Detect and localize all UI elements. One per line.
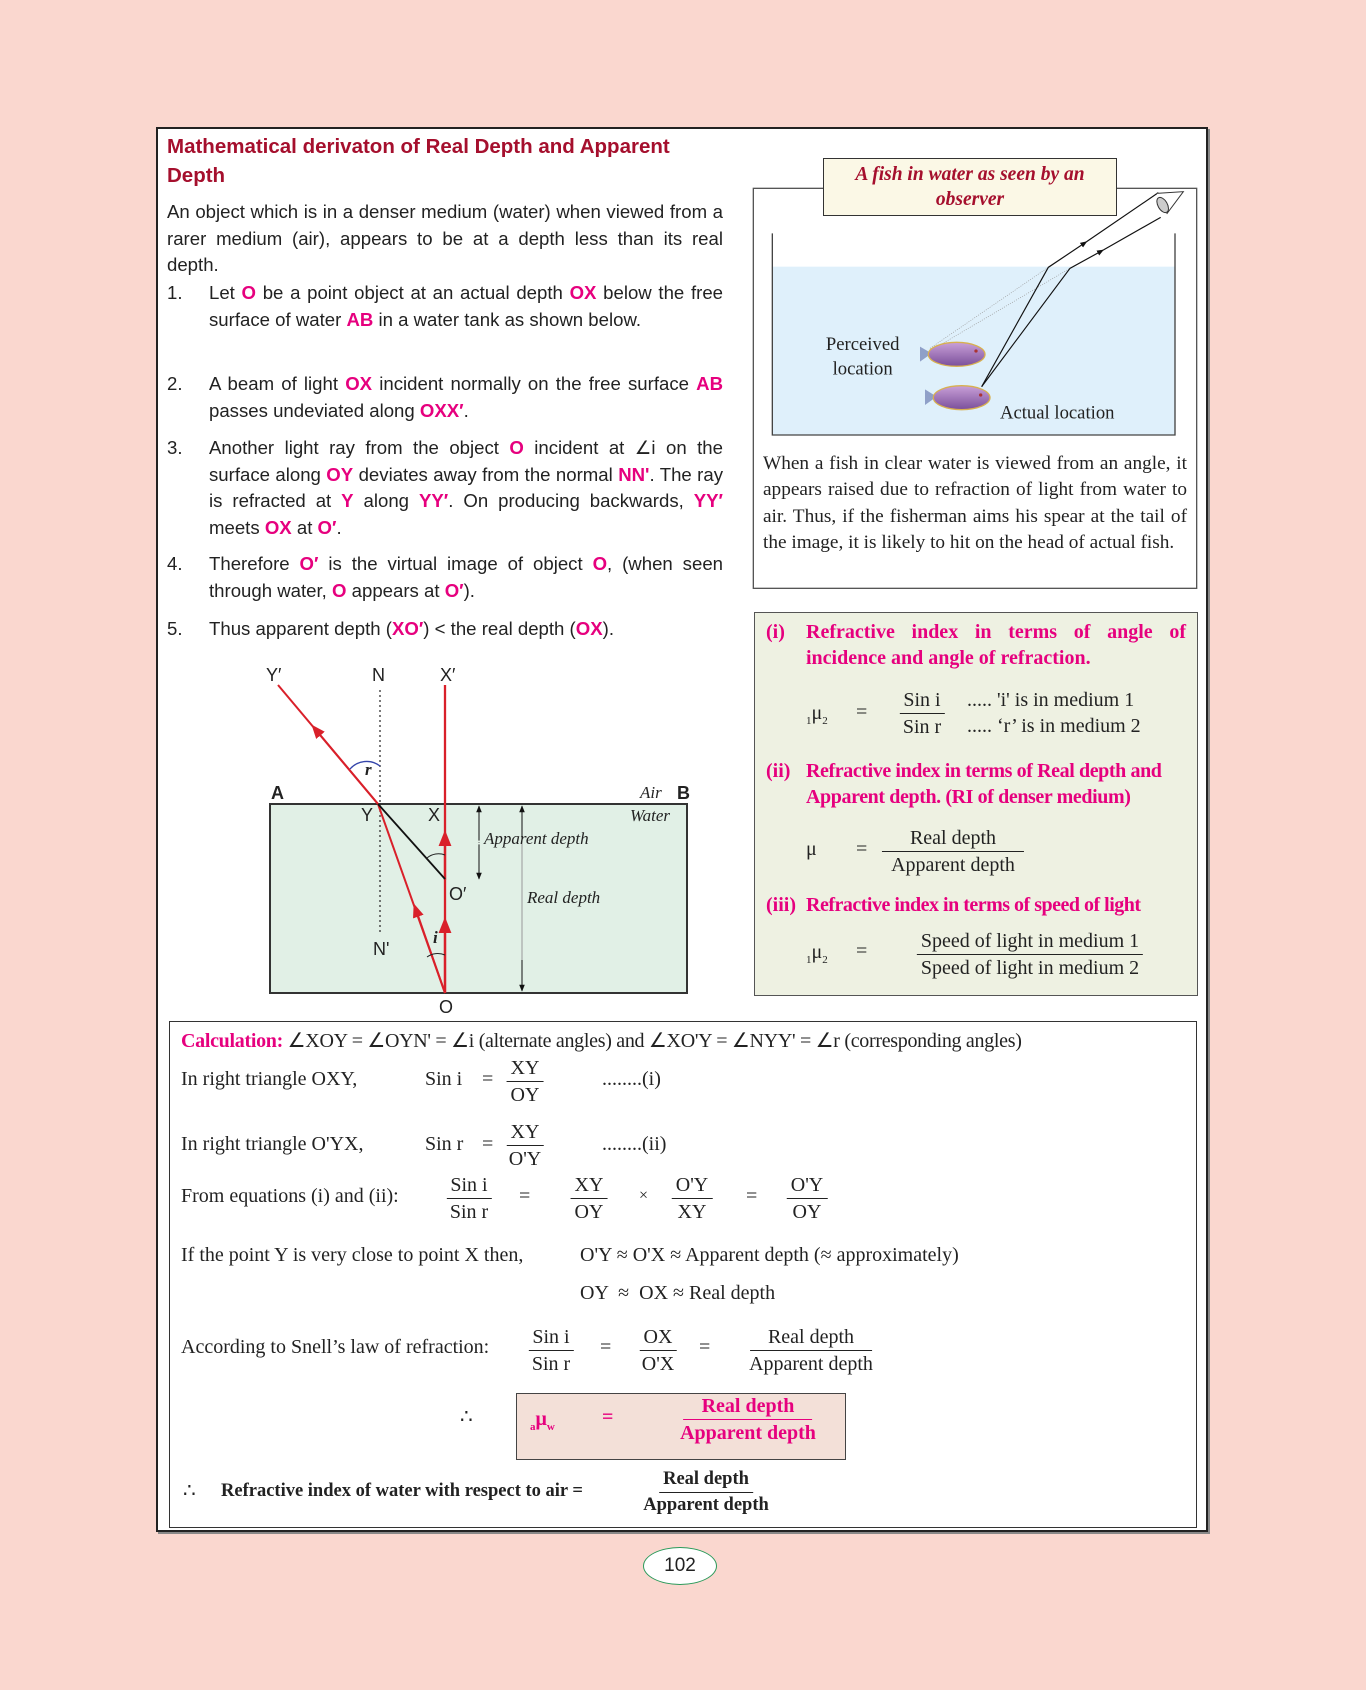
highlight-term: O — [241, 282, 257, 303]
highlight-term: YY′ — [693, 490, 724, 511]
equals: = — [746, 1185, 758, 1207]
label-n-prime: N' — [373, 939, 390, 959]
text-segment: incident normally on the free surface — [372, 373, 697, 394]
text-segment: . — [336, 516, 342, 538]
label-x: X — [428, 805, 441, 825]
calc-text: Sin i — [425, 1068, 463, 1090]
item-number: 2. — [167, 373, 183, 394]
highlight-term: O — [332, 579, 347, 601]
text-segment: in a water tank as shown below. — [373, 308, 642, 330]
section-title: Mathematical derivaton of Real Depth and Apparent Depth — [167, 135, 670, 187]
equals: = — [602, 1406, 614, 1428]
label-angle-i: i — [433, 928, 438, 947]
text-segment: meets — [209, 516, 265, 538]
item-number: (iii) — [766, 894, 796, 916]
ri-heading: Refractive index in terms of Real depth and Apparent depth. (RI of denser medium) — [806, 760, 1162, 808]
perceived-label: location — [832, 358, 893, 380]
text-segment: Therefore — [209, 553, 300, 574]
equals: = — [856, 701, 868, 723]
calc-text: OY ≈ OX ≈ Real depth — [580, 1282, 776, 1304]
equals: = — [482, 1068, 494, 1090]
highlight-term: OX — [345, 373, 373, 394]
calc-text: Sin r — [425, 1133, 464, 1155]
text-segment: appears at — [346, 579, 445, 601]
item-number: 4. — [167, 553, 183, 574]
mu-symbol: μ — [806, 838, 817, 860]
highlight-term: OX — [264, 516, 292, 538]
actual-label: Actual location — [1000, 402, 1115, 424]
fraction: Real depth Apparent depth — [643, 1469, 769, 1515]
text-segment: Another light ray from the object — [209, 437, 510, 458]
text-segment: . On producing backwards, — [448, 490, 694, 511]
fish-panel-heading: A fish in water as seen by an observer — [823, 158, 1117, 216]
highlight-term: O′ — [317, 516, 337, 538]
text-segment: ). — [463, 579, 475, 601]
text-segment: incident at ∠i on the surface along — [209, 437, 723, 485]
fraction: $\frac{OX}{O'X}$ — [638, 1325, 679, 1376]
label-water: Water — [630, 806, 670, 825]
highlight-term: O′ — [444, 579, 464, 601]
page-number: 102 — [643, 1547, 717, 1585]
text-segment: Let — [209, 282, 242, 303]
item-number: 3. — [167, 437, 183, 458]
highlight-term: OXX′ — [419, 399, 464, 421]
calc-line-1: Calculation: ∠XOY = ∠OYN' = ∠i (alternate angles) and ∠XO'Y = ∠NYY' = ∠r (corresponding angles) — [181, 1030, 1022, 1052]
equals: = — [856, 940, 868, 962]
label-y: Y — [361, 805, 374, 825]
times: × — [639, 1187, 649, 1204]
text-segment: . The ray is refracted at — [209, 463, 723, 511]
fraction: Sin i Sin r — [446, 1173, 492, 1224]
equals: = — [856, 838, 868, 860]
highlight-term: AB — [696, 373, 723, 394]
result-fraction: Real depth Apparent depth — [680, 1395, 816, 1444]
label-angle-r: r — [365, 760, 372, 779]
highlight-term: XO′ — [391, 618, 424, 639]
fraction: $\frac{XY}{OY}$ — [571, 1173, 608, 1224]
text-segment: ) < the real depth ( — [423, 618, 576, 639]
note: ..... 'i' is in medium 1 — [967, 689, 1135, 711]
label-real-depth: Real depth — [527, 888, 601, 907]
item-number: (i) — [766, 621, 785, 643]
highlight-term: OX — [569, 282, 597, 303]
highlight-term: O — [592, 553, 608, 574]
text-segment: passes undeviated along — [209, 399, 420, 421]
item-number: (ii) — [766, 760, 791, 782]
fraction: Sin i Sin r — [528, 1325, 574, 1376]
label-y-prime: Y′ — [266, 665, 282, 685]
perceived-label: Perceived — [825, 334, 900, 355]
calc-text: According to Snell’s law of refraction: — [181, 1336, 490, 1358]
mu-symbol: $_a\mu_w$ — [530, 1408, 555, 1433]
mu-symbol: $_1\mu_2$ — [806, 702, 828, 727]
fraction: Sin i Sin r — [899, 688, 945, 739]
text-segment: along — [353, 490, 419, 511]
equals: = — [482, 1133, 494, 1155]
ri-heading: Refractive index in terms of angle of incidence and angle of refraction. — [806, 621, 1186, 669]
fraction: $\frac{XY}{OY}$ — [507, 1056, 544, 1107]
highlight-term: O — [509, 437, 524, 458]
text-segment: . — [463, 399, 469, 421]
fraction: Speed of light in medium 1 Speed of light in medium 2 — [917, 929, 1143, 980]
highlight-term: Y — [341, 490, 354, 511]
calc-text: In right triangle O'YX, — [181, 1133, 364, 1155]
label-apparent-depth: Apparent depth — [484, 829, 589, 848]
calc-text: If the point Y is very close to point X then, — [181, 1244, 524, 1266]
mu-symbol: $_1\mu_2$ — [806, 941, 828, 966]
calc-text: O'Y ≈ O'X ≈ Apparent depth (≈ approximately) — [580, 1244, 959, 1266]
text-segment: Thus apparent depth ( — [209, 618, 392, 639]
label-air: Air — [640, 783, 662, 802]
label-x-prime: X′ — [440, 665, 456, 685]
calc-text: In right triangle OXY, — [181, 1068, 358, 1090]
text-segment: be a point object at an actual depth — [256, 282, 570, 303]
text-segment: , (when seen through water, — [209, 553, 724, 601]
fraction: $\frac{O'Y}{XY}$ — [672, 1173, 713, 1224]
equals: = — [699, 1336, 711, 1358]
highlight-term: NN' — [618, 463, 650, 485]
highlight-term: OY — [326, 463, 354, 485]
item-number: 1. — [167, 282, 183, 303]
calc-text: From equations (i) and (ii): — [181, 1185, 399, 1207]
therefore-symbol: ∴ — [183, 1480, 196, 1502]
label-o-prime: O′ — [449, 884, 467, 904]
equation-ref: ........(i) — [602, 1068, 661, 1090]
highlight-term: AB — [346, 308, 374, 330]
text-segment: A beam of light — [209, 373, 346, 394]
ri-heading: Refractive index in terms of speed of light — [806, 894, 1141, 916]
calc-conclusion: Refractive index of water with respect to air = — [221, 1481, 583, 1501]
label-o: O — [439, 997, 454, 1017]
text-segment: at — [291, 516, 318, 538]
item-number: 5. — [167, 618, 183, 639]
text-segment: is the virtual image of object — [318, 553, 593, 574]
highlight-term: OX — [575, 618, 603, 639]
fraction: $\frac{XY}{O'Y}$ — [505, 1120, 546, 1171]
label-a: A — [271, 783, 284, 803]
equals: = — [519, 1185, 531, 1207]
fish-caption: When a fish in clear water is viewed from an angle, it appears raised due to refraction of light from water to air. Thus, if the fisherman aims his spear at the tail of the image, it is likely to hit on the head of actual fish. — [763, 453, 1187, 554]
note: ..... ‘r’ is in medium 2 — [967, 715, 1141, 737]
text-segment: ). — [602, 618, 614, 639]
equation-ref: ........(ii) — [602, 1133, 667, 1155]
fraction: Real depth Apparent depth — [749, 1326, 873, 1375]
label-b: B — [677, 783, 690, 803]
fraction: Real depth Apparent depth — [882, 826, 1024, 877]
text-segment: deviates away from the normal — [353, 463, 619, 485]
fraction: $\frac{O'Y}{OY}$ — [787, 1173, 828, 1224]
therefore-symbol: ∴ — [460, 1406, 473, 1428]
label-n: N — [372, 665, 385, 685]
equals: = — [600, 1336, 612, 1358]
intro-paragraph: An object which is in a denser medium (water) when viewed from a rarer medium (air), appears to be at a depth less than its real depth. — [167, 201, 723, 275]
highlight-term: O′ — [299, 553, 319, 574]
text-segment: below the free surface of water — [209, 282, 724, 330]
highlight-term: YY′ — [418, 490, 449, 511]
